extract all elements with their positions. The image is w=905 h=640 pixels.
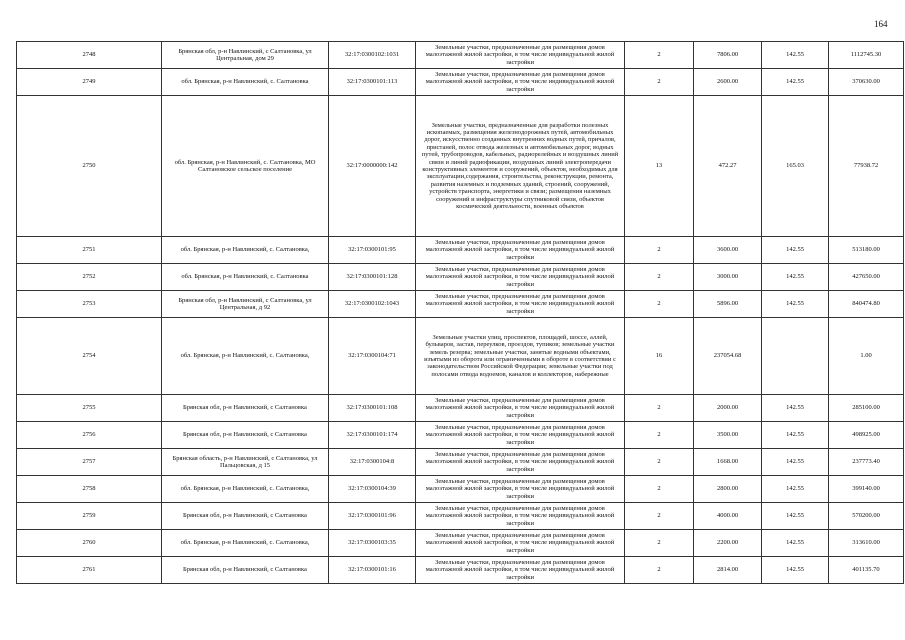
land-use-cell: Земельные участки, предназначенные для размещения домов малоэтажной жилой застройки, в том числе индивидуальной жилой застройки: [416, 42, 625, 69]
row-number: 2754: [17, 318, 162, 395]
land-use-cell: Земельные участки, предназначенные для разработки полезных ископаемых, размещения железнодорожных путей, автомобильных дорог, искусственно созданных внутренних водных путей, причалов, пристаней, полос отвода железных и автомобильных дорог, водных путей, трубопроводов, кабельных, радиорелейных и воздушных линий связи и линий радиофикации, воздушных линий электропередачи конструктивных элементов и сооружений, объектов, необходимых для эксплуатации,содержания, строительства, реконструкции, ремонта, развития наземных и подземных зданий, строений, сооружений, устройств транспорта, энергетики и связи; размещения наземных сооружений и инфраструктуры спутниковой связи, объектов космической деятельности, военных объектов: [416, 96, 625, 237]
cadastral-number-cell: 32:17:0300101:16: [329, 557, 416, 584]
table-row: [17, 69, 904, 96]
table-row: [17, 96, 904, 237]
area-cell: 2200.00: [694, 530, 762, 557]
row-number: 2752: [17, 264, 162, 291]
land-use-cell: Земельные участки улиц, проспектов, площадей, шоссе, аллей, бульваров, застав, переулков, проездов, тупиков; земельные участки земель резерва; земельные участки, занятые водными объектами, изъятыми из оборота или ограниченными в обороте в соответствии с законодательством Российской Федерации; земельные участки под полосами отвода водоемов, каналов и коллекторов, набережные: [416, 318, 625, 395]
area-cell: 3000.00: [694, 264, 762, 291]
land-use-cell: Земельные участки, предназначенные для размещения домов малоэтажной жилой застройки, в том числе индивидуальной жилой застройки: [416, 291, 625, 318]
address-cell: обл. Брянская, р-н Навлинский, с. Салтановка, МО Салтановское сельское поселение: [162, 96, 329, 237]
use-group-cell: 2: [625, 237, 694, 264]
table-row: [17, 42, 904, 69]
row-number: 2758: [17, 476, 162, 503]
table-row: [17, 476, 904, 503]
land-use-cell: Земельные участки, предназначенные для размещения домов малоэтажной жилой застройки, в том числе индивидуальной жилой застройки: [416, 530, 625, 557]
row-number: 2748: [17, 42, 162, 69]
row-number: 2759: [17, 503, 162, 530]
cadastral-number-cell: 32:17:0000000:142: [329, 96, 416, 237]
rate-cell: 142.55: [762, 237, 829, 264]
cadastral-number-cell: 32:17:0300102:1043: [329, 291, 416, 318]
table-row: [17, 422, 904, 449]
rate-cell: 142.55: [762, 476, 829, 503]
cadastral-value-cell: 1.00: [829, 318, 904, 395]
use-group-cell: 2: [625, 530, 694, 557]
use-group-cell: 2: [625, 291, 694, 318]
address-cell: Брянская обл, р-н Навлинский, с Салтановка: [162, 422, 329, 449]
use-group-cell: 2: [625, 395, 694, 422]
cadastral-value-cell: 427650.00: [829, 264, 904, 291]
table-row: [17, 291, 904, 318]
area-cell: 237054.68: [694, 318, 762, 395]
table-row: [17, 530, 904, 557]
area-cell: 2800.00: [694, 476, 762, 503]
use-group-cell: 2: [625, 449, 694, 476]
land-use-cell: Земельные участки, предназначенные для размещения домов малоэтажной жилой застройки, в том числе индивидуальной жилой застройки: [416, 69, 625, 96]
row-number: 2751: [17, 237, 162, 264]
address-cell: Брянская обл, р-н Навлинский, с Салтановка, ул Центральная, д 92: [162, 291, 329, 318]
row-number: 2760: [17, 530, 162, 557]
address-cell: Брянская обл, р-н Навлинский, с Салтановка: [162, 557, 329, 584]
area-cell: 472.27: [694, 96, 762, 237]
use-group-cell: 13: [625, 96, 694, 237]
area-cell: 4000.00: [694, 503, 762, 530]
cadastral-value-cell: 313610.00: [829, 530, 904, 557]
row-number: 2757: [17, 449, 162, 476]
rate-cell: 142.55: [762, 291, 829, 318]
land-use-cell: Земельные участки, предназначенные для размещения домов малоэтажной жилой застройки, в том числе индивидуальной жилой застройки: [416, 557, 625, 584]
use-group-cell: 2: [625, 69, 694, 96]
rate-cell: 142.55: [762, 264, 829, 291]
row-number: 2756: [17, 422, 162, 449]
address-cell: Брянская обл, р-н Навлинский, с Салтановка: [162, 395, 329, 422]
use-group-cell: 2: [625, 42, 694, 69]
use-group-cell: 2: [625, 476, 694, 503]
cadastral-number-cell: 32:17:0300104:71: [329, 318, 416, 395]
address-cell: обл. Брянская, р-н Навлинский, с. Салтановка: [162, 264, 329, 291]
rate-cell: 142.55: [762, 557, 829, 584]
row-number: 2753: [17, 291, 162, 318]
table-row: [17, 557, 904, 584]
address-cell: Брянская область, р-н Навлинский, с Салтановка, ул Пальцовская, д 15: [162, 449, 329, 476]
address-cell: обл. Брянская, р-н Навлинский, с. Салтановка,: [162, 237, 329, 264]
cadastral-value-cell: 370630.00: [829, 69, 904, 96]
table-row: [17, 264, 904, 291]
row-number: 2750: [17, 96, 162, 237]
area-cell: 7806.00: [694, 42, 762, 69]
area-cell: 1668.00: [694, 449, 762, 476]
rate-cell: 142.55: [762, 422, 829, 449]
cadastral-number-cell: 32:17:0300101:96: [329, 503, 416, 530]
land-use-cell: Земельные участки, предназначенные для размещения домов малоэтажной жилой застройки, в том числе индивидуальной жилой застройки: [416, 264, 625, 291]
land-use-cell: Земельные участки, предназначенные для размещения домов малоэтажной жилой застройки, в том числе индивидуальной жилой застройки: [416, 503, 625, 530]
area-cell: 3600.00: [694, 237, 762, 264]
address-cell: Брянская обл, р-н Навлинский, с Салтановка, ул Центральная, дом 29: [162, 42, 329, 69]
cadastral-number-cell: 32:17:0300103:35: [329, 530, 416, 557]
rate-cell: 142.55: [762, 395, 829, 422]
address-cell: обл. Брянская, р-н Навлинский, с. Салтановка,: [162, 530, 329, 557]
table-row: [17, 503, 904, 530]
cadastral-value-cell: 237773.40: [829, 449, 904, 476]
table-row: [17, 395, 904, 422]
cadastral-value-cell: 401135.70: [829, 557, 904, 584]
land-use-cell: Земельные участки, предназначенные для размещения домов малоэтажной жилой застройки, в том числе индивидуальной жилой застройки: [416, 476, 625, 503]
use-group-cell: 16: [625, 318, 694, 395]
row-number: 2755: [17, 395, 162, 422]
area-cell: 2000.00: [694, 395, 762, 422]
cadastral-value-cell: 840474.80: [829, 291, 904, 318]
rate-cell: 142.55: [762, 530, 829, 557]
cadastral-value-cell: 513180.00: [829, 237, 904, 264]
cadastral-value-cell: 498925.00: [829, 422, 904, 449]
use-group-cell: 2: [625, 557, 694, 584]
cadastral-value-cell: 399140.00: [829, 476, 904, 503]
area-cell: 3500.00: [694, 422, 762, 449]
address-cell: обл. Брянская, р-н Навлинский, с. Салтановка: [162, 69, 329, 96]
rate-cell: [762, 318, 829, 395]
page-number: 164: [874, 19, 888, 29]
cadastral-number-cell: 32:17:0300101:174: [329, 422, 416, 449]
land-use-cell: Земельные участки, предназначенные для размещения домов малоэтажной жилой застройки, в том числе индивидуальной жилой застройки: [416, 237, 625, 264]
area-cell: 2600.00: [694, 69, 762, 96]
use-group-cell: 2: [625, 264, 694, 291]
cadastral-number-cell: 32:17:0300101:128: [329, 264, 416, 291]
land-registry-table: [16, 41, 904, 584]
cadastral-value-cell: 570200.00: [829, 503, 904, 530]
cadastral-number-cell: 32:17:0300102:1031: [329, 42, 416, 69]
table-row: [17, 237, 904, 264]
address-cell: Брянская обл, р-н Навлинский, с Салтановка: [162, 503, 329, 530]
use-group-cell: 2: [625, 422, 694, 449]
cadastral-value-cell: 285100.00: [829, 395, 904, 422]
row-number: 2749: [17, 69, 162, 96]
use-group-cell: 2: [625, 503, 694, 530]
table-body: [17, 42, 904, 584]
land-use-cell: Земельные участки, предназначенные для размещения домов малоэтажной жилой застройки, в том числе индивидуальной жилой застройки: [416, 395, 625, 422]
land-use-cell: Земельные участки, предназначенные для размещения домов малоэтажной жилой застройки, в том числе индивидуальной жилой застройки: [416, 422, 625, 449]
cadastral-number-cell: 32:17:0300101:95: [329, 237, 416, 264]
cadastral-number-cell: 32:17:0300104:39: [329, 476, 416, 503]
row-number: 2761: [17, 557, 162, 584]
address-cell: обл. Брянская, р-н Навлинский, с. Салтановка,: [162, 318, 329, 395]
rate-cell: 142.55: [762, 69, 829, 96]
table-row: [17, 449, 904, 476]
rate-cell: 142.55: [762, 42, 829, 69]
area-cell: 5896.00: [694, 291, 762, 318]
rate-cell: 142.55: [762, 503, 829, 530]
cadastral-value-cell: 1112745.30: [829, 42, 904, 69]
table-row: [17, 318, 904, 395]
cadastral-number-cell: 32:17:0300101:108: [329, 395, 416, 422]
cadastral-number-cell: 32:17:0300101:113: [329, 69, 416, 96]
land-use-cell: Земельные участки, предназначенные для размещения домов малоэтажной жилой застройки, в том числе индивидуальной жилой застройки: [416, 449, 625, 476]
cadastral-value-cell: 77938.72: [829, 96, 904, 237]
rate-cell: 165.03: [762, 96, 829, 237]
rate-cell: 142.55: [762, 449, 829, 476]
address-cell: обл. Брянская, р-н Навлинский, с. Салтановка,: [162, 476, 329, 503]
cadastral-number-cell: 32:17:0300104:8: [329, 449, 416, 476]
area-cell: 2814.00: [694, 557, 762, 584]
